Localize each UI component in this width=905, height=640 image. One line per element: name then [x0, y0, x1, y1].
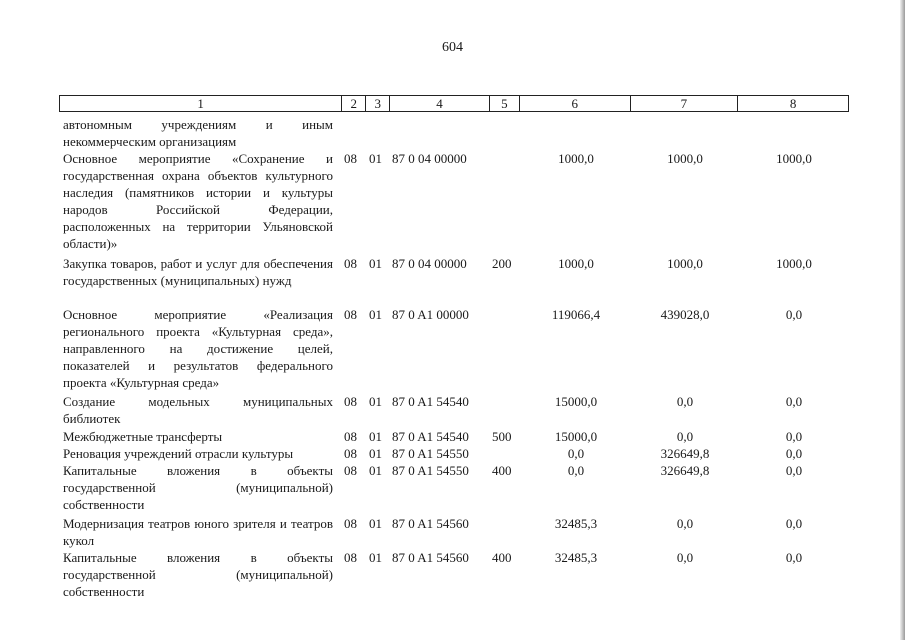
header-col-7: 7: [631, 96, 739, 111]
row-expense-type: 200: [492, 256, 512, 271]
row-value-col6: 15000,0: [554, 394, 598, 409]
row-value-col7: 0,0: [676, 550, 694, 565]
row-subsection: 01: [369, 256, 382, 271]
row-value-col6: 1000,0: [558, 256, 594, 271]
row-value-col8: 0,0: [785, 463, 803, 478]
row-expense-type: 400: [492, 463, 512, 478]
row-target-article: 87 0 A1 00000: [392, 307, 469, 322]
row-value-col6: 32485,3: [554, 516, 598, 531]
row-value-col6: 0,0: [567, 463, 585, 478]
row-subsection: 01: [369, 463, 382, 478]
row-subsection: 01: [369, 151, 382, 166]
row-value-col7: 326649,8: [660, 463, 710, 478]
row-value-col8: 1000,0: [776, 256, 812, 271]
row-target-article: 87 0 A1 54550: [392, 463, 469, 478]
row-value-col6: 32485,3: [554, 550, 598, 565]
header-col-2: 2: [342, 96, 366, 111]
row-name: автономным учреждениям и иным некоммерческим организациям: [63, 117, 333, 149]
row-section: 08: [344, 394, 357, 409]
row-value-col6: 15000,0: [554, 429, 598, 444]
row-value-col8: 0,0: [785, 516, 803, 531]
row-name: Основное мероприятие «Сохранение и государственная охрана объектов культурного наследия (памятников истории и культуры народов Российской Федерации, расположенных на территории Ульяновской области)»: [63, 151, 333, 251]
row-name: Межбюджетные трансферты: [63, 429, 223, 444]
header-col-4: 4: [390, 96, 490, 111]
row-section: 08: [344, 516, 357, 531]
row-value-col7: 439028,0: [660, 307, 710, 322]
row-value-col7: 0,0: [676, 394, 694, 409]
row-subsection: 01: [369, 307, 382, 322]
row-section: 08: [344, 256, 357, 271]
row-value-col7: 326649,8: [660, 446, 710, 461]
page-number: 604: [442, 40, 463, 55]
row-subsection: 01: [369, 516, 382, 531]
row-name: Закупка товаров, работ и услуг для обеспечения государственных (муниципальных) нужд: [63, 256, 333, 288]
scan-edge-shadow: [900, 0, 905, 640]
row-target-article: 87 0 04 00000: [392, 256, 467, 271]
row-value-col7: 0,0: [676, 429, 694, 444]
row-expense-type: 400: [492, 550, 512, 565]
row-value-col8: 1000,0: [776, 151, 812, 166]
row-section: 08: [344, 463, 357, 478]
row-target-article: 87 0 04 00000: [392, 151, 467, 166]
row-subsection: 01: [369, 429, 382, 444]
row-value-col7: 0,0: [676, 516, 694, 531]
header-col-1: 1: [60, 96, 342, 111]
header-col-8: 8: [789, 96, 797, 111]
row-section: 08: [344, 429, 357, 444]
row-value-col7: 1000,0: [667, 256, 703, 271]
row-value-col6: 1000,0: [558, 151, 594, 166]
row-value-col7: 1000,0: [667, 151, 703, 166]
row-name: Основное мероприятие «Реализация регионального проекта «Культурная среда», направленного на достижение целей, показателей и результатов федерального проекта «Культурная среда»: [63, 307, 333, 390]
row-value-col6: 119066,4: [551, 307, 601, 322]
header-col-6: 6: [520, 96, 631, 111]
row-name: Реновация учреждений отрасли культуры: [63, 446, 294, 461]
header-col-5: 5: [490, 96, 520, 111]
row-value-col8: 0,0: [785, 394, 803, 409]
row-subsection: 01: [369, 446, 382, 461]
row-subsection: 01: [369, 550, 382, 565]
row-value-col8: 0,0: [785, 429, 803, 444]
header-col-3: 3: [366, 96, 390, 111]
row-name: Капитальные вложения в объекты государственной (муниципальной) собственности: [63, 463, 333, 512]
row-target-article: 87 0 A1 54560: [392, 516, 469, 531]
table-header-row: [59, 95, 849, 112]
row-name: Модернизация театров юного зрителя и театров кукол: [63, 516, 333, 548]
row-value-col8: 0,0: [785, 307, 803, 322]
row-target-article: 87 0 A1 54540: [392, 429, 469, 444]
row-value-col6: 0,0: [567, 446, 585, 461]
row-value-col8: 0,0: [785, 446, 803, 461]
row-expense-type: 500: [492, 429, 512, 444]
row-subsection: 01: [369, 394, 382, 409]
row-target-article: 87 0 A1 54560: [392, 550, 469, 565]
row-section: 08: [344, 151, 357, 166]
row-section: 08: [344, 550, 357, 565]
row-name: Создание модельных муниципальных библиотек: [63, 394, 333, 426]
row-name: Капитальные вложения в объекты государственной (муниципальной) собственности: [63, 550, 333, 599]
row-section: 08: [344, 307, 357, 322]
row-section: 08: [344, 446, 357, 461]
row-target-article: 87 0 A1 54550: [392, 446, 469, 461]
row-value-col8: 0,0: [785, 550, 803, 565]
row-target-article: 87 0 A1 54540: [392, 394, 469, 409]
